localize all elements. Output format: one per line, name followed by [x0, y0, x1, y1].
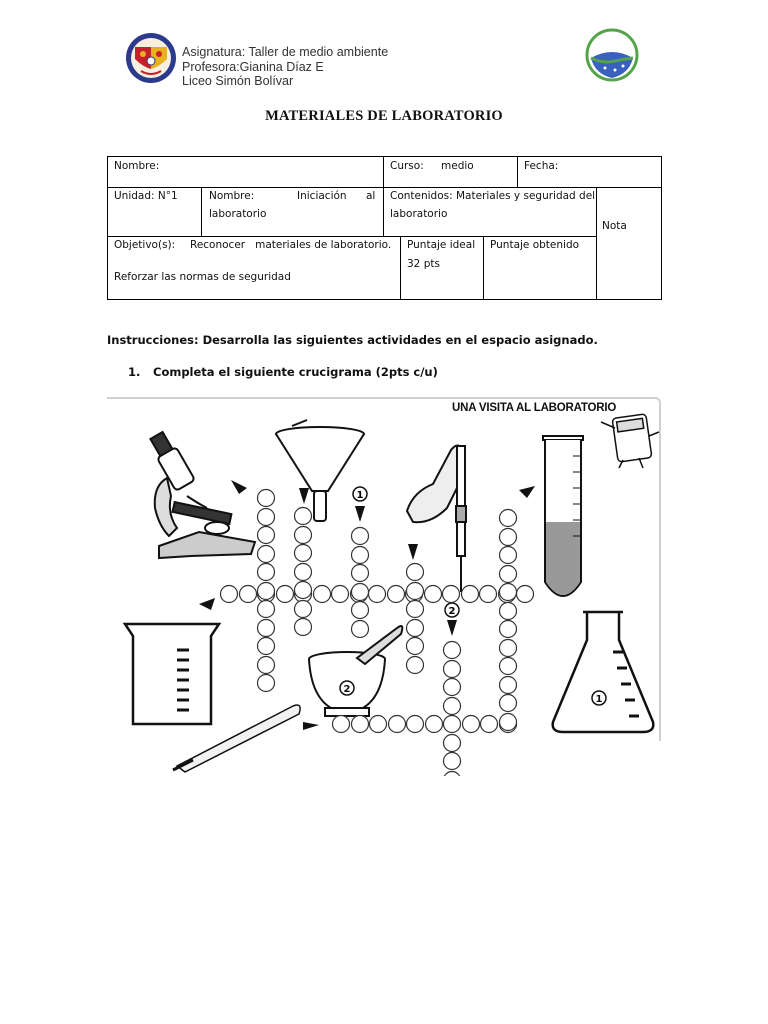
ideal-score-value: 32 pts: [407, 258, 440, 270]
crossword-cell[interactable]: [500, 529, 517, 546]
crossword-cell[interactable]: [444, 753, 461, 770]
unit-name-word3: laboratorio: [209, 208, 267, 220]
crossword-cell[interactable]: [407, 583, 424, 600]
crossword-cell[interactable]: [388, 586, 405, 603]
name-label: Nombre:: [114, 160, 160, 172]
crossword-cell[interactable]: [352, 602, 369, 619]
question-text: Completa el siguiente crucigrama (2pts c/u): [153, 365, 438, 379]
marker-1-column: 1: [356, 490, 364, 501]
crossword-cell[interactable]: [500, 677, 517, 694]
crossword-cell[interactable]: [370, 716, 387, 733]
crossword-cell[interactable]: [352, 584, 369, 601]
school-line: Liceo Simón Bolívar: [182, 74, 294, 88]
test-tube-icon: [543, 436, 583, 596]
unit-name-word1: Iniciación: [297, 190, 347, 202]
crossword-cell[interactable]: [295, 508, 312, 525]
calculator-mascot-icon: [601, 414, 659, 468]
crossword-cell[interactable]: [295, 545, 312, 562]
crossword-cell[interactable]: [258, 601, 275, 618]
student-info-table: [107, 156, 662, 300]
crossword-cell[interactable]: [352, 565, 369, 582]
crossword-cell[interactable]: [500, 621, 517, 638]
marker-2-mortar: 2: [343, 684, 351, 695]
environment-logo: [585, 28, 639, 82]
objective-label: Objetivo(s):: [114, 239, 176, 251]
crossword-cell[interactable]: [258, 620, 275, 637]
date-label: Fecha:: [524, 160, 559, 172]
crossword-cell[interactable]: [389, 716, 406, 733]
course-label: Curso:: [390, 160, 424, 172]
subject-line: Asignatura: Taller de medio ambiente: [182, 45, 389, 59]
crossword-cell[interactable]: [444, 716, 461, 733]
beaker-icon: [125, 624, 219, 724]
marker-2-column: 2: [448, 606, 456, 617]
crossword-cell[interactable]: [444, 642, 461, 659]
crossword-cell[interactable]: [258, 490, 275, 507]
crossword-cell[interactable]: [500, 640, 517, 657]
crossword-cell[interactable]: [500, 714, 517, 731]
marker-1-flask: 1: [595, 694, 603, 705]
crossword-cell[interactable]: [258, 675, 275, 692]
crossword-cell[interactable]: [258, 509, 275, 526]
crossword-cell[interactable]: [407, 620, 424, 637]
crossword-cell[interactable]: [295, 527, 312, 544]
crossword-cell[interactable]: [277, 586, 294, 603]
crossword-cell[interactable]: [369, 586, 386, 603]
crossword-cell[interactable]: [314, 586, 331, 603]
crossword-grid: [221, 490, 534, 777]
crossword-cell[interactable]: [221, 586, 238, 603]
mortar-pestle-icon: [309, 626, 402, 716]
crossword-cell[interactable]: [500, 510, 517, 527]
crossword-cell[interactable]: [500, 658, 517, 675]
crossword-cell[interactable]: [500, 695, 517, 712]
crossword-cell[interactable]: [407, 638, 424, 655]
crossword-cell[interactable]: [480, 586, 497, 603]
crossword-cell[interactable]: [258, 527, 275, 544]
ideal-score-label: Puntaje ideal: [407, 239, 476, 251]
crossword-cell[interactable]: [444, 698, 461, 715]
funnel-icon: [276, 420, 364, 521]
crossword-cell[interactable]: [517, 586, 534, 603]
crossword-cell[interactable]: [407, 657, 424, 674]
crossword-cell[interactable]: [352, 716, 369, 733]
grade-label: Nota: [602, 220, 627, 232]
question-number: 1.: [128, 365, 141, 379]
unit-name-label: Nombre:: [209, 190, 255, 202]
crossword-cell[interactable]: [500, 603, 517, 620]
microscope-icon: [150, 432, 255, 558]
crossword-cell[interactable]: [443, 586, 460, 603]
crossword-cell[interactable]: [258, 546, 275, 563]
crossword-cell[interactable]: [407, 601, 424, 618]
crossword-cell[interactable]: [352, 528, 369, 545]
crossword-cell[interactable]: [295, 619, 312, 636]
crossword-cell[interactable]: [333, 716, 350, 733]
obtained-score-label: Puntaje obtenido: [490, 239, 580, 251]
crossword-cell[interactable]: [240, 586, 257, 603]
course-value: medio: [441, 160, 474, 172]
crossword-cell[interactable]: [295, 564, 312, 581]
header-text: [182, 45, 388, 89]
contents-line1: Contenidos: Materiales y seguridad del: [390, 190, 596, 202]
unit-label: Unidad: N°1: [114, 190, 178, 202]
page-title: MATERIALES DE LABORATORIO: [265, 108, 503, 124]
crossword-cell[interactable]: [407, 564, 424, 581]
crossword-cell[interactable]: [295, 582, 312, 599]
crossword-cell[interactable]: [481, 716, 498, 733]
objective-line1: Reconocer materiales de laboratorio.: [190, 239, 392, 251]
crossword-cell[interactable]: [426, 716, 443, 733]
crossword-cell[interactable]: [444, 735, 461, 752]
crossword-cell[interactable]: [258, 657, 275, 674]
crossword-cell[interactable]: [444, 679, 461, 696]
contents-line2: laboratorio: [390, 208, 448, 220]
crossword-cell[interactable]: [500, 584, 517, 601]
unit-name-word2: al: [366, 190, 376, 202]
crossword-cell[interactable]: [407, 716, 424, 733]
crossword-cell[interactable]: [258, 638, 275, 655]
crossword-cell[interactable]: [425, 586, 442, 603]
teacher-line: Profesora:Gianina Díaz E: [182, 59, 324, 74]
crossword-cell[interactable]: [332, 586, 349, 603]
question-1: [128, 365, 438, 379]
crossword-illustration: [107, 396, 662, 776]
erlenmeyer-flask-icon: [553, 612, 654, 732]
crossword-cell[interactable]: [444, 772, 461, 777]
crossword-cell[interactable]: [500, 566, 517, 583]
crossword-cell[interactable]: [258, 583, 275, 600]
crossword-cell[interactable]: [258, 564, 275, 581]
crossword-cell[interactable]: [444, 661, 461, 678]
crossword-cell[interactable]: [352, 621, 369, 638]
crossword-cell[interactable]: [352, 547, 369, 564]
instructions: Instrucciones: Desarrolla las siguientes actividades en el espacio asignado.: [107, 333, 598, 347]
school-logo: [124, 31, 178, 85]
crossword-cell[interactable]: [295, 601, 312, 618]
objective-line2: Reforzar las normas de seguridad: [114, 271, 291, 283]
crossword-cell[interactable]: [500, 547, 517, 564]
crossword-cell[interactable]: [462, 586, 479, 603]
puzzle-title: UNA VISITA AL LABORATORIO: [452, 402, 617, 414]
crossword-cell[interactable]: [463, 716, 480, 733]
